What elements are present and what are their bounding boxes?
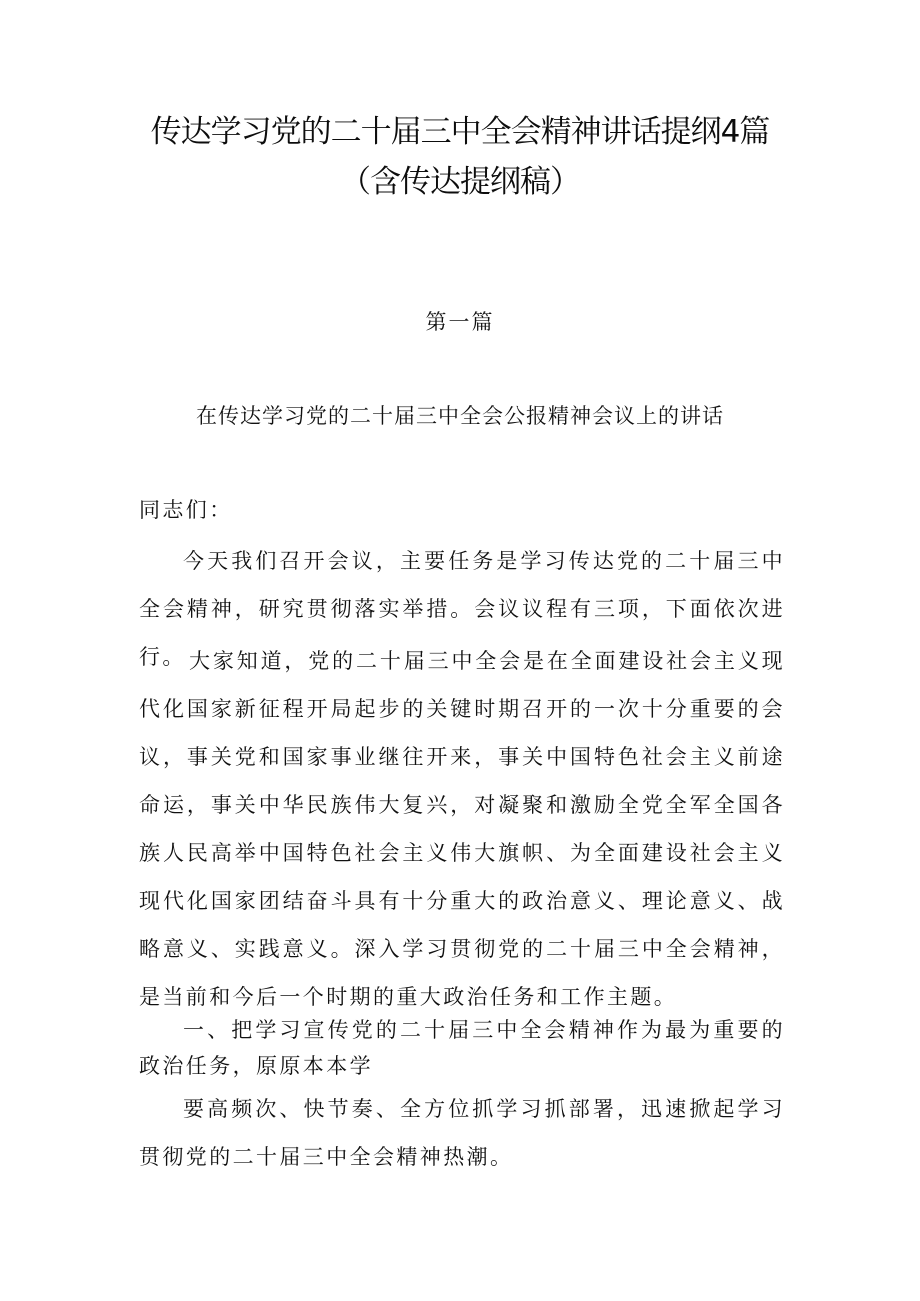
part-label: 第一篇 xyxy=(425,310,495,334)
document-title-line-2: （含传达提纲稿） xyxy=(340,164,580,200)
document-title-line-1: 传达学习党的二十届三中全会精神讲话提纲4篇 xyxy=(150,114,770,150)
greeting: 同志们： xyxy=(139,498,233,522)
paragraph-3: 要高频次、快节奏、全方位抓学习抓部署，迅速掀起学习贯彻党的二十届三中全会精神热潮。 xyxy=(139,1097,785,1169)
section-heading-1: 一、把学习宣传党的二十届三中全会精神作为最为重要的政治任务，原原本本学 xyxy=(139,1018,785,1078)
paragraph-2: 大家知道，党的二十届三中全会是在全面建设社会主义现代化国家新征程开局起步的关键时期召开的一次十分重要的会议，事关党和国家事业继往开来，事关中国特色社会主义前途命运，事关中华民族伟大复兴，对凝聚和激励全党全军全国各族人民高举中国特色社会主义伟大旗帜、为全面建设社会主义现代化国家团结奋斗具有十分重大的政治意义、理论意义、战略意义、实践意义。深入学习贯彻党的二十届三中全会精神，是当前和今后一个时期的重大政治任务和工作主题。 xyxy=(139,649,785,1009)
paragraph-1: 今天我们召开会议，主要任务是学习传达党的二十届三中全会精神，研究贯彻落实举措。会议议程有三项，下面依次进行。 xyxy=(139,549,785,669)
speech-title: 在传达学习党的二十届三中全会公报精神会议上的讲话 xyxy=(196,404,724,428)
